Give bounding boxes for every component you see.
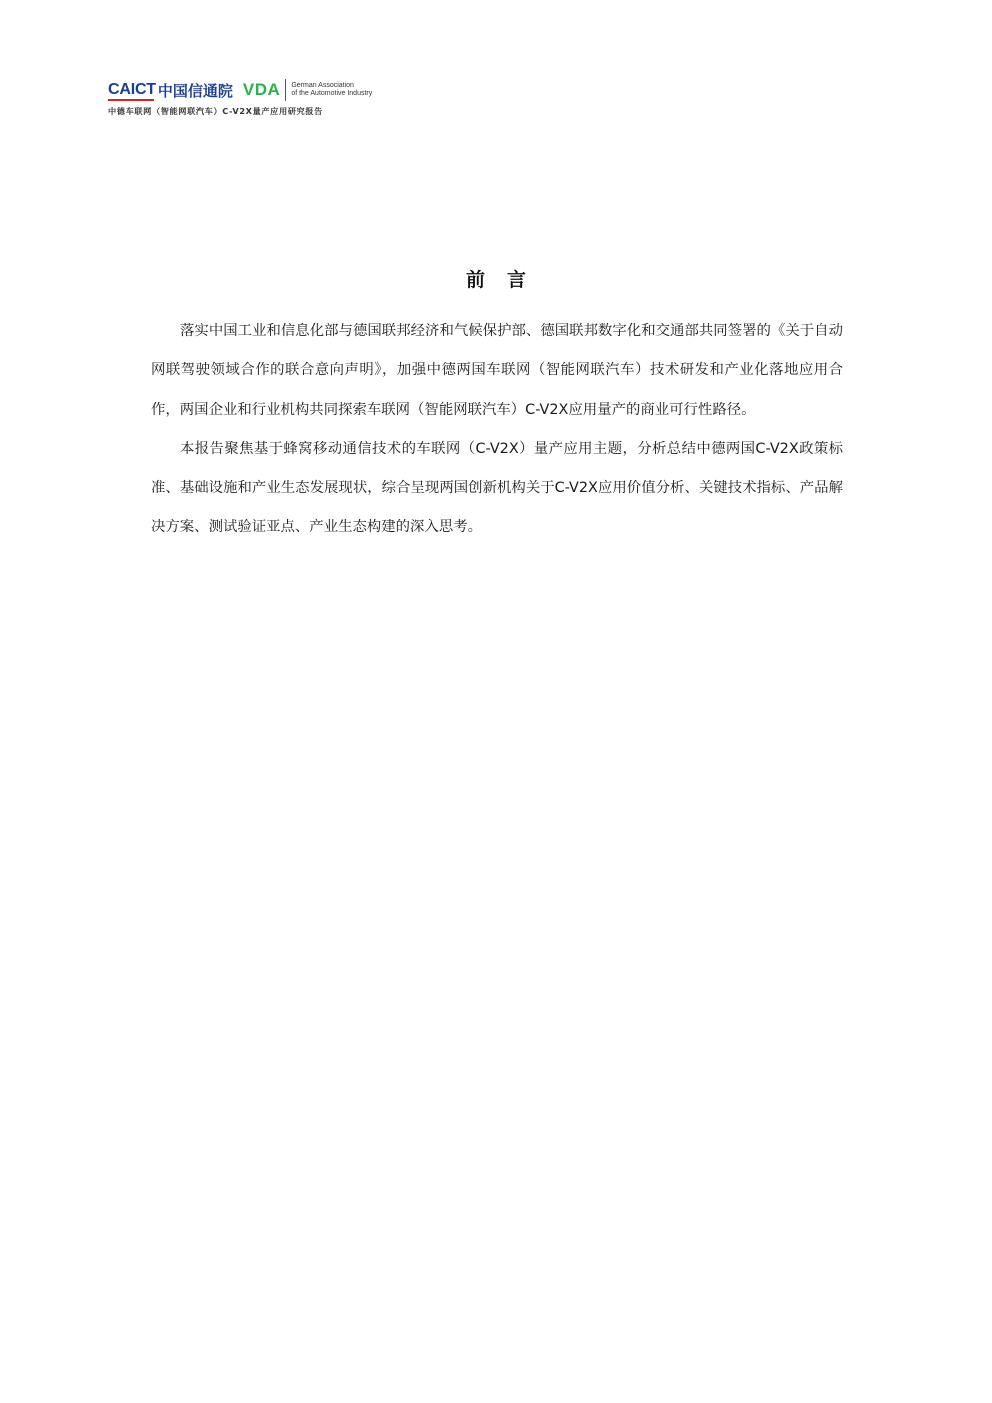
vda-association-line1: German Association (291, 82, 354, 89)
caict-logo-text: CAICT (108, 81, 156, 98)
vda-logo: VDA (242, 80, 281, 99)
page-title-part2: 言 (507, 269, 527, 291)
report-subtitle: 中德车联网（智能网联汽车）C-V2X量产应用研究报告 (108, 106, 323, 116)
preface-body (151, 312, 843, 548)
caict-logo (108, 81, 156, 99)
logo-divider (285, 79, 286, 101)
preface-paragraph-2: 本报告聚焦基于蜂窝移动通信技术的车联网（C-V2X）量产应用主题，分析总结中德两国C-V2X政策标准、基础设施和产业生态发展现状，综合呈现两国创新机构关于C-V2X应用价值分析、关键技术指标、产品解决方案、测试验证亚点、产业生态构建的深入思考。 (151, 440, 843, 536)
vda-association-line2: of the Automotive Industry (291, 90, 373, 97)
page-header (108, 78, 408, 117)
vda-association-name (291, 82, 372, 98)
page-title (0, 265, 992, 292)
preface-paragraph-1: 落实中国工业和信息化部与德国联邦经济和气候保护部、德国联邦数字化和交通部共同签署的《关于自动网联驾驶领域合作的联合意向声明》，加强中德两国车联网（智能网联汽车）技术研发和产业化落地应用合作，两国企业和行业机构共同探索车联网（智能网联汽车）C-V2X应用量产的商业可行性路径。 (151, 323, 843, 418)
logo-row (108, 78, 408, 102)
caict-chinese-logo: 中国信通院 (157, 81, 233, 100)
page-title-part1: 前 (465, 269, 485, 291)
caict-logo-underline (108, 99, 154, 101)
